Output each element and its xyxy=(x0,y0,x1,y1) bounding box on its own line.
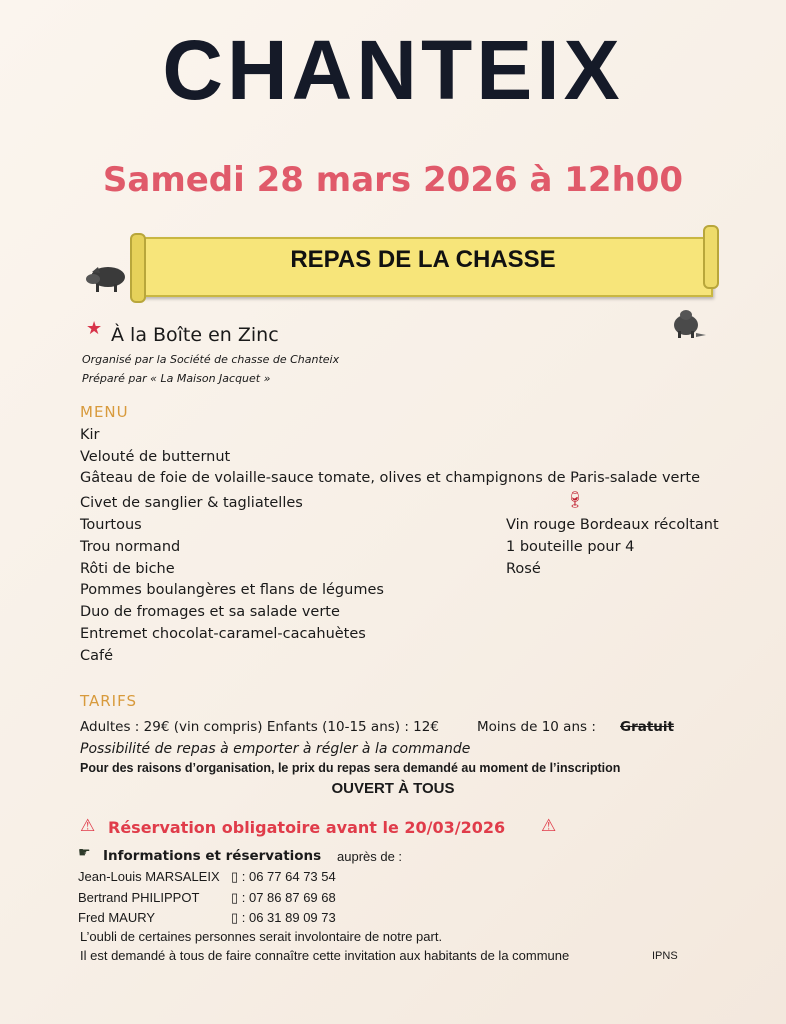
invitation-note: Il est demandé à tous de faire connaître cette invitation aux habitants de la commune xyxy=(80,948,570,963)
contact-name: Jean-Louis MARSALEIX xyxy=(78,869,220,884)
menu-item: Pommes boulangères et flans de légumes xyxy=(80,582,384,598)
menu-item: Rôti de biche xyxy=(80,561,175,577)
info-aupres: auprès de : xyxy=(337,849,403,864)
takeaway-note: Possibilité de repas à emporter à régler à la commande xyxy=(80,741,471,757)
contact-name: Fred MAURY xyxy=(78,910,156,925)
event-date: Samedi 28 mars 2026 à 12h00 xyxy=(102,160,684,200)
page-title: CHANTEIX xyxy=(162,23,624,117)
tarifs-heading: TARIFS xyxy=(80,692,137,710)
star-icon: ★ xyxy=(86,318,103,339)
info-title: Informations et réservations xyxy=(103,848,322,864)
preparer-text: Préparé par « La Maison Jacquet » xyxy=(82,372,271,385)
wine-glass-icon: 🍷︎ xyxy=(565,490,586,509)
warning-icon: ⚠ xyxy=(541,816,557,836)
menu-heading: MENU xyxy=(80,403,129,421)
boar-icon xyxy=(84,258,130,301)
pointing-hand-icon: ☛ xyxy=(78,845,91,861)
menu-item: Duo de fromages et sa salade verte xyxy=(80,604,340,620)
wine-item: 1 bouteille pour 4 xyxy=(506,539,635,555)
wine-item: Vin rouge Bordeaux récoltant xyxy=(506,517,719,533)
payment-note: Pour des raisons d’organisation, le prix du repas sera demandé au moment de l’inscription xyxy=(80,761,621,775)
reservation-deadline: Réservation obligatoire avant le 20/03/2026 xyxy=(108,818,506,837)
menu-item: Tourtous xyxy=(80,517,142,533)
menu-item: Trou normand xyxy=(80,539,181,555)
tarif-moins-10: Moins de 10 ans : xyxy=(477,719,596,735)
boar-icon xyxy=(668,305,708,346)
menu-item: Café xyxy=(80,648,114,664)
open-to-all: OUVERT À TOUS xyxy=(331,780,455,797)
menu-item: Entremet chocolat-caramel-cacahuètes xyxy=(80,626,366,642)
menu-item: Velouté de butternut xyxy=(80,449,231,465)
menu-item: Kir xyxy=(80,427,100,443)
contact-phone: ▯ : 06 31 89 09 73 xyxy=(231,910,336,925)
oubli-note: L’oubli de certaines personnes serait involontaire de notre part. xyxy=(80,929,443,944)
tarif-adultes-enfants: Adultes : 29€ (vin compris) Enfants (10-15 ans) : 12€ xyxy=(80,719,439,735)
menu-item: Gâteau de foie de volaille-sauce tomate, olives et champignons de Paris-salade verte xyxy=(80,470,701,486)
contact-phone: ▯ : 07 86 87 69 68 xyxy=(231,890,336,905)
venue-label: À la Boîte en Zinc xyxy=(111,324,279,346)
warning-icon: ⚠ xyxy=(80,816,96,836)
ipns-label: IPNS xyxy=(652,950,678,962)
menu-item: Civet de sanglier & tagliatelles xyxy=(80,495,303,511)
organiser-text: Organisé par la Société de chasse de Chanteix xyxy=(82,353,340,366)
wine-item: Rosé xyxy=(506,561,541,577)
contact-phone: ▯ : 06 77 64 73 54 xyxy=(231,869,336,884)
contact-name: Bertrand PHILIPPOT xyxy=(78,890,200,905)
tarif-gratuit: Gratuit xyxy=(620,719,674,735)
banner-title: REPAS DE LA CHASSE xyxy=(290,246,556,273)
